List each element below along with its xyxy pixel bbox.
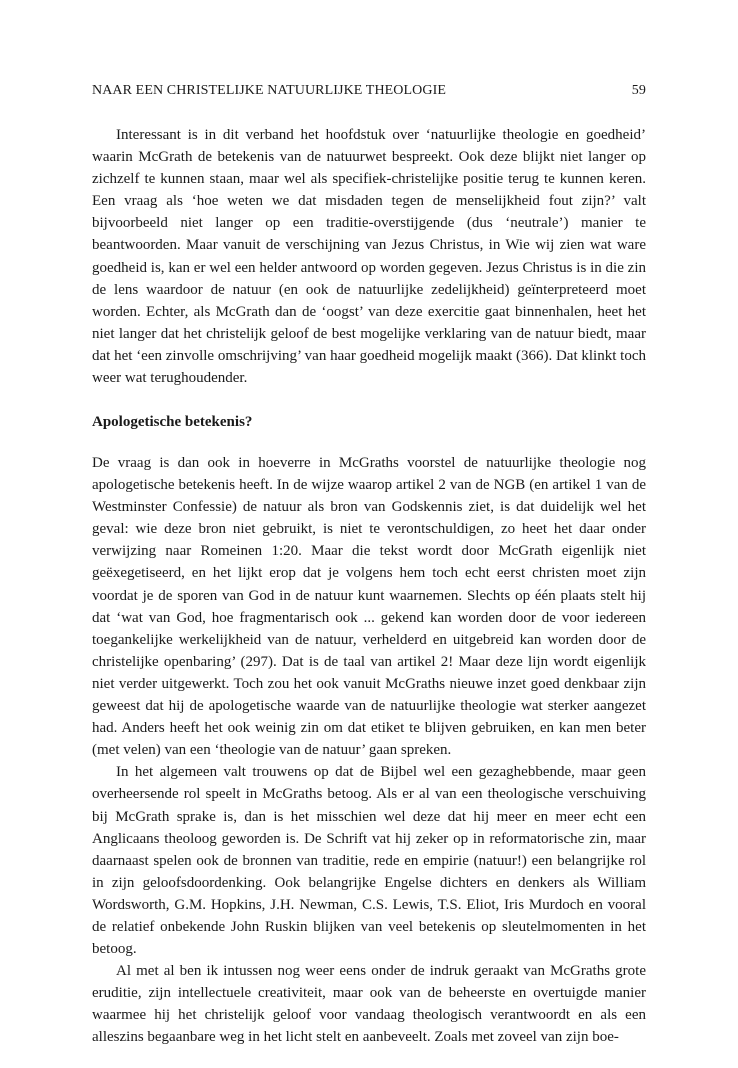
paragraph: In het algemeen valt trouwens op dat de Bijbel wel een gezaghebbende, maar geen overheersende rol speelt in McGraths betoog. Als er al van een theologische verschuiving bij McGrath sprake is, dan is het misschien wel deze dat hij meer en meer echt een Anglicaans theoloog geworden is. De Schrift vat hij zeker op in reformatorische zin, maar daarnaast spelen ook de bronnen van traditie, rede en empirie (natuur!) een belangrijke rol in zijn geloofsdoordenking. Ook belangrijke Engelse dichters en denkers als William Wordsworth, G.M. Hopkins, J.H. Newman, C.S. Lewis, T.S. Eliot, Iris Murdoch en vooral de relatief onbekende John Ruskin blijken van veel betekenis op sleutelmomenten in het betoog. [92,764,646,958]
page-number: 59 [631,83,646,98]
section-heading: Apologetische betekenis? [92,414,253,430]
paragraph: De vraag is dan ook in hoeverre in McGraths voorstel de natuurlijke theologie nog apologetische betekenis heeft. In de wijze waarop artikel 2 van de NGB (en artikel 1 van de Westminster Confessie) de natuur als bron van Godskennis ziet, is dat duidelijk wel het geval: wie deze bron niet gebruikt, is niet te verontschuldigen, zo heet het daar onder verwijzing naar Romeinen 1:20. Maar die tekst wordt door McGrath eigenlijk niet geëxegetiseerd, en het lijkt erop dat je volgens hem toch echt eerst christen moet zijn voordat je de sporen van God in de natuur kunt waarnemen. Slechts op één plaats stelt hij dat ‘wat van God, hoe fragmentarisch ook ... gekend kan worden door de voor iedereen toegankelijke werkelijkheid van de natuur, verhelderd en uitgebreid kan worden door de christelijke openbaring’ (297). Dat is de taal van artikel 2! Maar deze lijn wordt eigenlijk niet verder uitgewerkt. Toch zou het ook vanuit McGraths nieuwe inzet goed denkbaar zijn geweest dat hij de apologetische waarde van de natuurlijke theologie wat sterker aangezet had. Anders heeft het ook weinig zin om dat etiket te blijven gebruiken, en kan men beter (met velen) van een ‘theologie van de natuur’ gaan spreken. [92,455,646,759]
section-text [92,452,646,1049]
intro-text [92,124,646,389]
paragraph: Interessant is in dit verband het hoofdstuk over ‘natuurlijke theologie en goedheid’ waarin McGrath de betekenis van de natuurwet bespreekt. Ook deze blijkt niet langer op zichzelf te kunnen staan, maar wel als specifiek-christelijke positie terug te kunnen keren. Een vraag als ‘hoe weten we dat misdaden tegen de menselijkheid fout zijn?’ valt bijvoorbeeld niet langer op een traditie-overstijgende (dus ‘neutrale’) manier te beantwoorden. Maar vanuit de verschijning van Jezus Christus, in Wie wij zien wat ware goedheid is, kan er wel een helder antwoord op worden gegeven. Jezus Christus is in die zin de lens waardoor de natuur (en ook de natuurlijke zedelijkheid) geïnterpreteerd moet worden. Echter, als McGrath dan de ‘oogst’ van deze exercitie gaat binnenhalen, heet het niet langer dat het christelijk geloof de best mogelijke verklaring van de natuur biedt, maar dat het ‘een zinvolle omschrijving’ van haar goedheid mogelijk maakt (366). Dat klinkt toch weer wat terughoudender. [92,127,646,387]
paragraph: Al met al ben ik intussen nog weer eens onder de indruk geraakt van McGraths grote eruditie, zijn intellectuele creativiteit, maar ook van de beheerste en overtuigde manier waarmee hij het christelijk geloof voor vandaag theologisch verantwoordt en als een alleszins begaanbare weg in het licht stelt en aanbeveelt. Zoals met zoveel van zijn boe- [92,963,646,1046]
running-title: NAAR EEN CHRISTELIJKE NATUURLIJKE THEOLOGIE [92,83,447,98]
